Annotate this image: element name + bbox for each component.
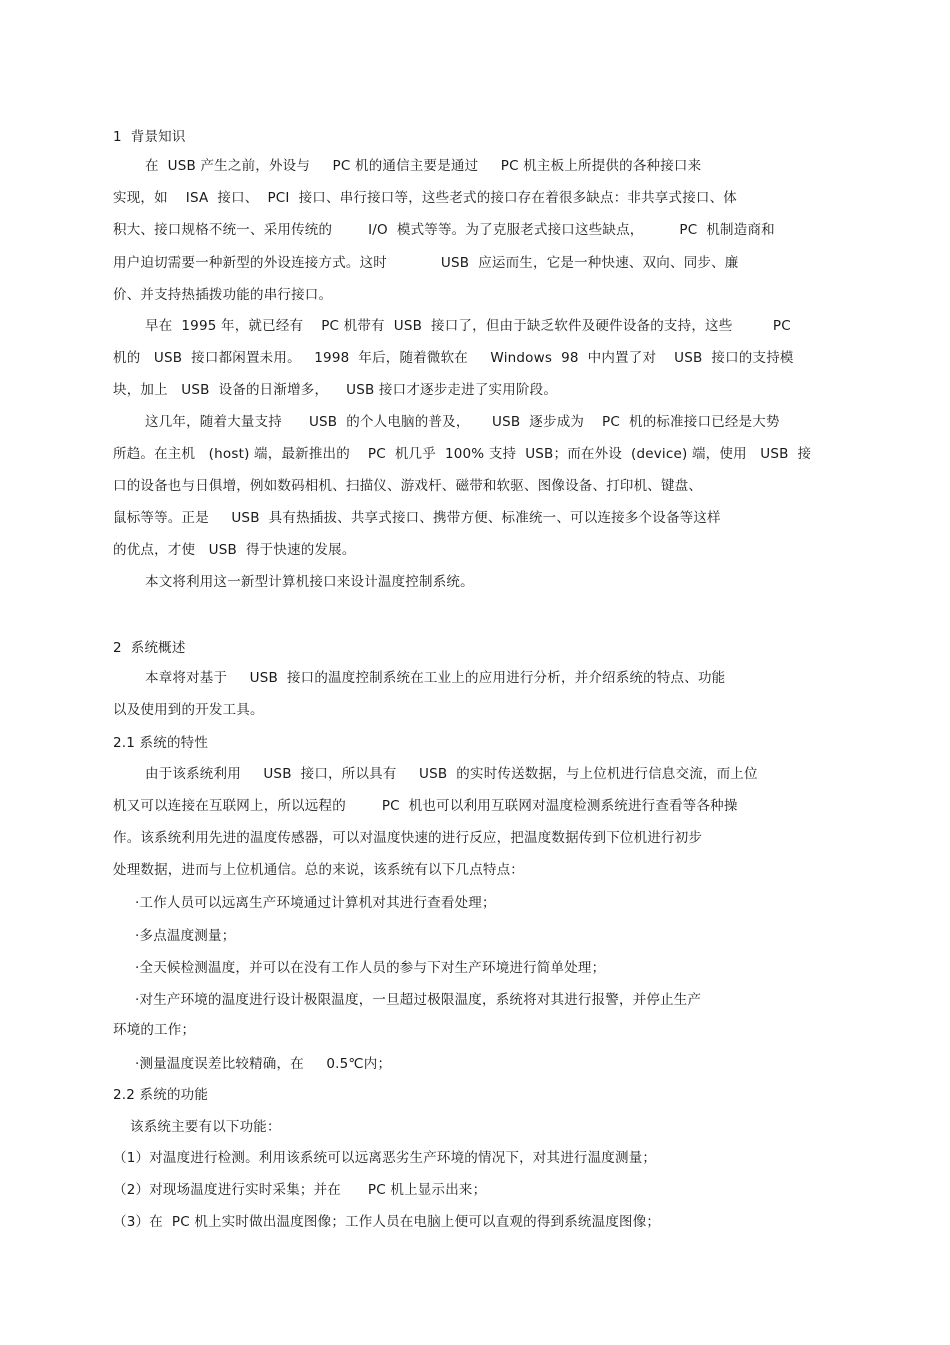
paragraph-line: 鼠标等等。正是 USB 具有热插拔、共享式接口、携带方便、标准统一、可以连接多个设备等这样: [113, 510, 721, 526]
numbered-item: （2）对现场温度进行实时采集；并在 PC 机上显示出来；: [113, 1182, 487, 1198]
paragraph-line: 机又可以连接在互联网上，所以远程的 PC 机也可以利用互联网对温度检测系统进行查看等各种操: [113, 798, 738, 814]
numbered-item: （3）在 PC 机上实时做出温度图像；工作人员在电脑上便可以直观的得到系统温度图像；: [113, 1214, 661, 1230]
numbered-item: （1）对温度进行检测。利用该系统可以远离恶劣生产环境的情况下，对其进行温度测量；: [113, 1150, 657, 1166]
bullet-continuation: 环境的工作；: [113, 1022, 196, 1038]
section-heading: 2 系统概述: [113, 640, 186, 656]
paragraph-line: 机的 USB 接口都闲置未用。 1998 年后，随着微软在 Windows 98 中内置了对 USB 接口的支持模: [113, 350, 794, 366]
paragraph-line: 以及使用到的开发工具。: [113, 702, 264, 718]
paragraph-line: 本章将对基于 USB 接口的温度控制系统在工业上的应用进行分析，并介绍系统的特点、功能: [145, 670, 726, 686]
paragraph-line: 口的设备也与日俱增，例如数码相机、扫描仪、游戏杆、磁带和软驱、图像设备、打印机、键盘、: [113, 478, 703, 494]
paragraph-line: 这几年，随着大量支持 USB 的个人电脑的普及， USB 逐步成为 PC 机的标准接口已经是大势: [145, 414, 780, 430]
paragraph-line: 块，加上 USB 设备的日渐增多， USB 接口才逐步走进了实用阶段。: [113, 382, 558, 398]
paragraph-line: 该系统主要有以下功能：: [130, 1119, 281, 1135]
section-heading: 1 背景知识: [113, 129, 186, 145]
paragraph-line: 积大、接口规格不统一、采用传统的 I/O 模式等等。为了克服老式接口这些缺点， PC 机制造商和: [113, 222, 775, 238]
bullet-item: ·多点温度测量；: [135, 928, 236, 944]
bullet-item: ·测量温度误差比较精确，在 0.5℃内；: [135, 1056, 392, 1072]
paragraph-line: 由于该系统利用 USB 接口，所以具有 USB 的实时传送数据，与上位机进行信息交流，而上位: [145, 766, 758, 782]
paragraph-line: 实现，如 ISA 接口、 PCI 接口、串行接口等，这些老式的接口存在着很多缺点：非共享式接口、体: [113, 190, 737, 206]
bullet-item: ·对生产环境的温度进行设计极限温度，一旦超过极限温度，系统将对其进行报警，并停止生产: [135, 992, 702, 1008]
paragraph-line: 作。该系统利用先进的温度传感器，可以对温度快速的进行反应，把温度数据传到下位机进行初步: [113, 830, 703, 846]
bullet-item: ·全天候检测温度，并可以在没有工作人员的参与下对生产环境进行简单处理；: [135, 960, 606, 976]
paragraph-line: 所趋。在主机 (host) 端，最新推出的 PC 机几乎 100% 支持 USB；而在外设 (device) 端，使用 USB 接: [113, 446, 812, 462]
paragraph-line: 在 USB 产生之前，外设与 PC 机的通信主要是通过 PC 机主板上所提供的各种接口来: [145, 158, 702, 174]
paragraph-line: 价、并支持热插拨功能的串行接口。: [113, 287, 333, 303]
paragraph-line: 处理数据，进而与上位机通信。总的来说，该系统有以下几点特点：: [113, 862, 524, 878]
bullet-item: ·工作人员可以远离生产环境通过计算机对其进行查看处理；: [135, 895, 496, 911]
paragraph-line: 用户迫切需要一种新型的外设连接方式。这时 USB 应运而生，它是一种快速、双向、同步、廉: [113, 255, 739, 271]
paragraph-line: 本文将利用这一新型计算机接口来设计温度控制系统。: [145, 574, 474, 590]
subsection-heading: 2.1 系统的特性: [113, 735, 209, 751]
subsection-heading: 2.2 系统的功能: [113, 1087, 209, 1103]
paragraph-line: 早在 1995 年，就已经有 PC 机带有 USB 接口了，但由于缺乏软件及硬件设备的支持，这些 PC: [145, 318, 791, 334]
paragraph-line: 的优点，才使 USB 得于快速的发展。: [113, 542, 356, 558]
